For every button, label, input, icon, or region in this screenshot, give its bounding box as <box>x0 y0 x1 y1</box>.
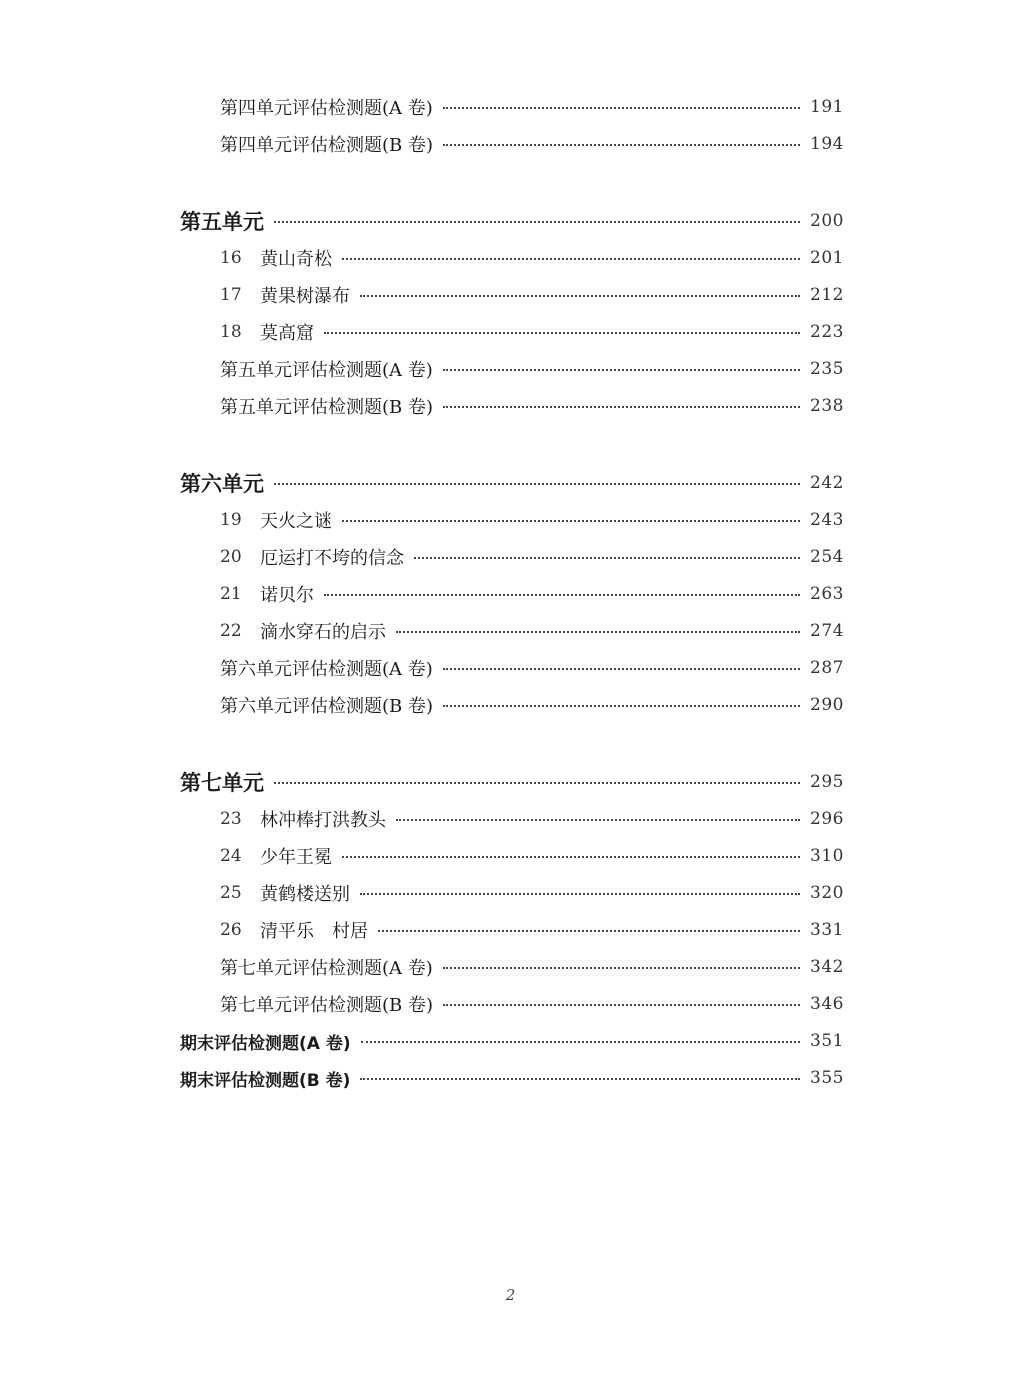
toc-entry <box>0 804 1021 834</box>
dot-leader <box>274 767 800 797</box>
toc-entry-title: 期末评估检测题(B 卷) <box>180 1070 351 1091</box>
dot-leader <box>443 391 800 421</box>
toc-page-number: 331 <box>810 920 844 940</box>
toc-entry-title: 第五单元评估检测题(A 卷) <box>220 360 433 381</box>
toc-entry-title: 第七单元 <box>180 771 264 795</box>
toc-entry-title: 第六单元评估检测题(B 卷) <box>220 696 433 717</box>
toc-entry-title: 黄鹤楼送别 <box>260 884 350 905</box>
dot-leader <box>274 468 800 498</box>
toc-entry <box>0 1063 1021 1093</box>
lesson-number: 24 <box>220 846 242 866</box>
toc-page-number: 263 <box>810 584 844 604</box>
toc-page-number: 346 <box>810 994 844 1014</box>
toc-entry-label <box>220 94 433 120</box>
toc-entry-title: 第七单元评估检测题(B 卷) <box>220 995 433 1016</box>
toc-entry-title: 第六单元评估检测题(A 卷) <box>220 659 433 680</box>
toc-page-number: 296 <box>810 809 844 829</box>
toc-entry-label <box>220 245 332 271</box>
toc-entry-label <box>220 393 433 419</box>
toc-entry-label <box>220 581 314 607</box>
dot-leader <box>360 878 800 908</box>
toc-entry-title: 第四单元评估检测题(B 卷) <box>220 135 433 156</box>
toc-entry <box>0 841 1021 871</box>
toc-entry-title: 莫高窟 <box>260 323 314 344</box>
toc-entry <box>0 243 1021 273</box>
toc-entry <box>0 505 1021 535</box>
dot-leader <box>360 1063 800 1093</box>
dot-leader <box>361 1026 800 1056</box>
dot-leader <box>396 616 800 646</box>
toc-entry-label <box>220 356 433 382</box>
toc-entry-title: 第六单元 <box>180 472 264 496</box>
toc-page-number: 254 <box>810 547 844 567</box>
toc-entry-title: 第五单元评估检测题(B 卷) <box>220 397 433 418</box>
toc-entry <box>0 878 1021 908</box>
dot-leader <box>443 653 800 683</box>
dot-leader <box>443 92 800 122</box>
toc-page-number: 310 <box>810 846 844 866</box>
toc-entry <box>0 391 1021 421</box>
toc-unit-heading <box>0 767 1021 797</box>
lesson-number: 21 <box>220 584 242 604</box>
toc-entry-title: 天火之谜 <box>260 511 332 532</box>
toc-entry <box>0 280 1021 310</box>
toc-entry-label <box>220 282 350 308</box>
lesson-number: 23 <box>220 809 242 829</box>
toc-entry-title: 少年王冕 <box>260 847 332 868</box>
toc-entry-label <box>180 767 264 797</box>
toc-entry <box>0 690 1021 720</box>
toc-entry-title: 黄果树瀑布 <box>260 286 350 307</box>
lesson-number: 26 <box>220 920 242 940</box>
toc-page-number: 242 <box>810 473 844 493</box>
dot-leader <box>396 804 800 834</box>
toc-entry-title: 第七单元评估检测题(A 卷) <box>220 958 433 979</box>
toc-entry-title: 林冲棒打洪教头 <box>260 810 386 831</box>
toc-entry-title: 清平乐 村居 <box>260 921 368 942</box>
toc-page-number: 342 <box>810 957 844 977</box>
toc-entry-label <box>180 206 264 236</box>
toc-entry-title: 黄山奇松 <box>260 249 332 270</box>
toc-entry <box>0 653 1021 683</box>
dot-leader <box>274 206 800 236</box>
toc-entry-title: 滴水穿石的启示 <box>260 622 386 643</box>
toc-entry-label <box>220 806 386 832</box>
toc-page-number: 201 <box>810 248 844 268</box>
toc-entry <box>0 92 1021 122</box>
toc-entry <box>0 915 1021 945</box>
lesson-number: 19 <box>220 510 242 530</box>
toc-page-number: 351 <box>810 1031 844 1051</box>
toc-entry-label <box>220 917 368 943</box>
toc-entry-label <box>220 655 433 681</box>
toc-page-number: 243 <box>810 510 844 530</box>
toc-entry <box>0 542 1021 572</box>
dot-leader <box>324 317 800 347</box>
toc-entry <box>0 616 1021 646</box>
dot-leader <box>324 579 800 609</box>
toc-entry <box>0 989 1021 1019</box>
toc-entry-label <box>180 1029 351 1054</box>
toc-entry-label <box>220 618 386 644</box>
toc-entry <box>0 317 1021 347</box>
toc-unit-heading <box>0 206 1021 236</box>
toc-page-number: 274 <box>810 621 844 641</box>
toc-unit-heading <box>0 468 1021 498</box>
toc-page-number: 355 <box>810 1068 844 1088</box>
dot-leader <box>443 354 800 384</box>
toc-entry-label <box>220 544 404 570</box>
toc-entry-title: 第五单元 <box>180 210 264 234</box>
dot-leader <box>443 989 800 1019</box>
toc-entry <box>0 1026 1021 1056</box>
page-number: 2 <box>505 1286 516 1304</box>
toc-page-number: 212 <box>810 285 844 305</box>
toc-entry-label <box>180 468 264 498</box>
toc-page-number: 191 <box>810 97 844 117</box>
dot-leader <box>360 280 800 310</box>
dot-leader <box>443 129 800 159</box>
toc-entry-label <box>220 692 433 718</box>
toc-entry <box>0 354 1021 384</box>
toc-page-number: 200 <box>810 211 844 231</box>
toc-entry-label <box>180 1066 350 1091</box>
toc-entry-title: 厄运打不垮的信念 <box>260 548 404 569</box>
toc-entry <box>0 952 1021 982</box>
lesson-number: 18 <box>220 322 242 342</box>
lesson-number: 17 <box>220 285 242 305</box>
lesson-number: 20 <box>220 547 242 567</box>
dot-leader <box>414 542 800 572</box>
toc-entry-label <box>220 954 433 980</box>
toc-entry-label <box>220 131 433 157</box>
toc-entry <box>0 579 1021 609</box>
toc-page-number: 194 <box>810 134 844 154</box>
toc-entry-label <box>220 319 314 345</box>
dot-leader <box>443 952 800 982</box>
dot-leader <box>342 243 800 273</box>
toc-page-number: 290 <box>810 695 844 715</box>
toc-page-number: 320 <box>810 883 844 903</box>
toc-entry-label <box>220 507 332 533</box>
lesson-number: 22 <box>220 621 242 641</box>
toc-page-number: 287 <box>810 658 844 678</box>
toc-entry-label <box>220 880 350 906</box>
toc-entry-label <box>220 843 332 869</box>
dot-leader <box>342 505 800 535</box>
toc-page-number: 238 <box>810 396 844 416</box>
toc-entry-title: 诺贝尔 <box>260 585 314 606</box>
dot-leader <box>342 841 800 871</box>
toc-entry-title: 第四单元评估检测题(A 卷) <box>220 98 433 119</box>
dot-leader <box>378 915 800 945</box>
lesson-number: 16 <box>220 248 242 268</box>
toc-page-number: 295 <box>810 772 844 792</box>
lesson-number: 25 <box>220 883 242 903</box>
toc-page-number: 235 <box>810 359 844 379</box>
toc-page-number: 223 <box>810 322 844 342</box>
dot-leader <box>443 690 800 720</box>
toc-entry-title: 期末评估检测题(A 卷) <box>180 1033 351 1054</box>
toc-entry <box>0 129 1021 159</box>
toc-entry-label <box>220 991 433 1017</box>
